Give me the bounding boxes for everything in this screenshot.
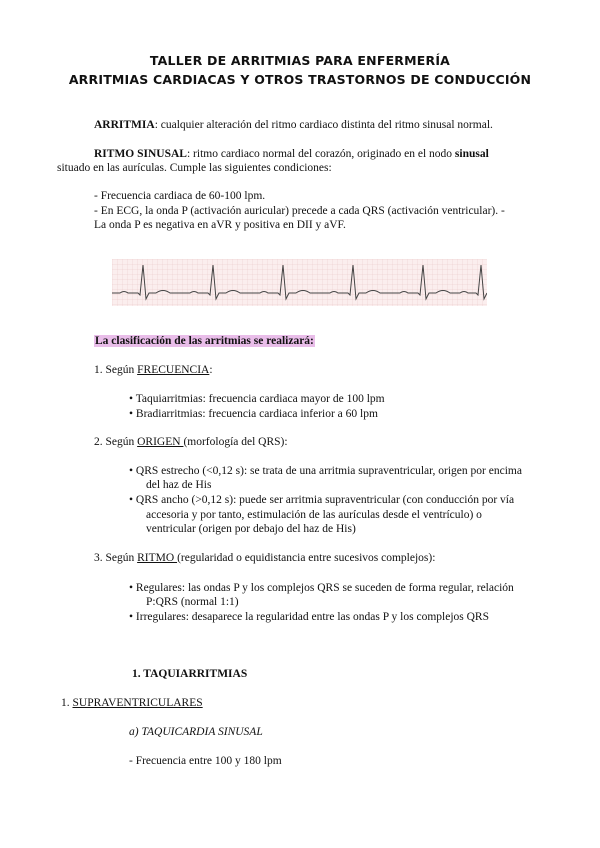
section-1-prefix: 1. Según [94, 364, 138, 376]
list-item: Taquiarritmias: frecuencia cardiaca mayor de 100 lpm [135, 393, 385, 405]
bullet-qrs-estrecho [129, 465, 522, 477]
bullet-icon: • [129, 408, 134, 420]
condition-2: - En ECG, la onda P (activación auricular) precede a cada QRS (activación ventricular). - [94, 205, 505, 217]
qrs-ancho-line3: ventricular (origen por debajo del haz de His) [146, 523, 356, 535]
section-frecuencia [94, 364, 213, 376]
ritmo-sinusal-line2: situado en las aurículas. Cumple las siguientes condiciones: [57, 162, 332, 174]
title-line-1: TALLER DE ARRITMIAS PARA ENFERMERÍA [149, 53, 451, 68]
ritmo-sinusal-term: RITMO SINUSAL [94, 148, 187, 160]
bullet-icon: • [129, 393, 134, 405]
section-1-suffix: : [209, 364, 213, 376]
clasificacion-highlight: La clasificación de las arritmias se realizará: [95, 335, 314, 347]
section-2-term: ORIGEN [137, 436, 184, 448]
bullet-taquiarritmias [129, 393, 385, 405]
bullet-qrs-ancho [129, 494, 514, 506]
bullet-irregulares [129, 611, 489, 623]
supraventriculares-term: SUPRAVENTRICULARES [72, 697, 203, 709]
section-3-suffix: (regularidad o equidistancia entre sucesivos complejos): [177, 552, 436, 564]
qrs-ancho-line2: accesoria y por tanto, estimulación de las aurículas desde el ventrículo) o [146, 509, 482, 521]
bullet-icon: • [129, 582, 134, 594]
ritmo-sinusal-definition [94, 148, 489, 160]
supraventriculares-heading [61, 697, 203, 709]
arritmia-definition [94, 119, 493, 131]
ritmo-sinusal-bold: sinusal [454, 148, 489, 160]
title-line-2: ARRITMIAS CARDIACAS Y OTROS TRASTORNOS DE CONDUCCIÓN [68, 72, 532, 87]
condition-1: - Frecuencia cardiaca de 60-100 lpm. [94, 190, 266, 202]
regulares-line2: P:QRS (normal 1:1) [146, 596, 239, 608]
section-3-prefix: 3. Según [94, 552, 138, 564]
list-item: Irregulares: desaparece la regularidad entre las ondas P y los complejos QRS [135, 611, 489, 623]
section-3-term: RITMO [137, 552, 178, 564]
taquicardia-sinusal-detail: - Frecuencia entre 100 y 180 lpm [129, 755, 282, 767]
ecg-strip-image [112, 259, 487, 306]
clasificacion-heading [94, 335, 315, 347]
bullet-icon: • [129, 494, 134, 506]
arritmia-text: : cualquier alteración del ritmo cardiaco distinta del ritmo sinusal normal. [154, 119, 493, 131]
list-item: Bradiarritmias: frecuencia cardiaca inferior a 60 lpm [135, 408, 378, 420]
list-item: QRS ancho (>0,12 s): puede ser arritmia supraventricular (con conducción por vía [135, 494, 515, 506]
section-ritmo [94, 552, 435, 564]
taquiarritmias-heading: 1. TAQUIARRITMIAS [132, 668, 248, 680]
list-item: QRS estrecho (<0,12 s): se trata de una arritmia supraventricular, origen por encima [135, 465, 522, 477]
bullet-bradiarritmias [129, 408, 378, 420]
condition-3: La onda P es negativa en aVR y positiva en DII y aVF. [94, 219, 346, 231]
section-2-prefix: 2. Según [94, 436, 138, 448]
taquicardia-sinusal-heading: a) TAQUICARDIA SINUSAL [129, 726, 263, 738]
bullet-icon: • [129, 465, 134, 477]
bullet-regulares [129, 582, 514, 594]
arritmia-term: ARRITMIA [94, 119, 155, 131]
list-item: Regulares: las ondas P y los complejos QRS se suceden de forma regular, relación [135, 582, 514, 594]
section-2-suffix: (morfología del QRS): [183, 436, 288, 448]
section-origen [94, 436, 288, 448]
ritmo-sinusal-text: : ritmo cardiaco normal del corazón, originado en el nodo [186, 148, 455, 160]
bullet-icon: • [129, 611, 134, 623]
supraventriculares-prefix: 1. [61, 697, 73, 709]
qrs-estrecho-line2: del haz de His [146, 479, 212, 491]
section-1-term: FRECUENCIA [137, 364, 210, 376]
